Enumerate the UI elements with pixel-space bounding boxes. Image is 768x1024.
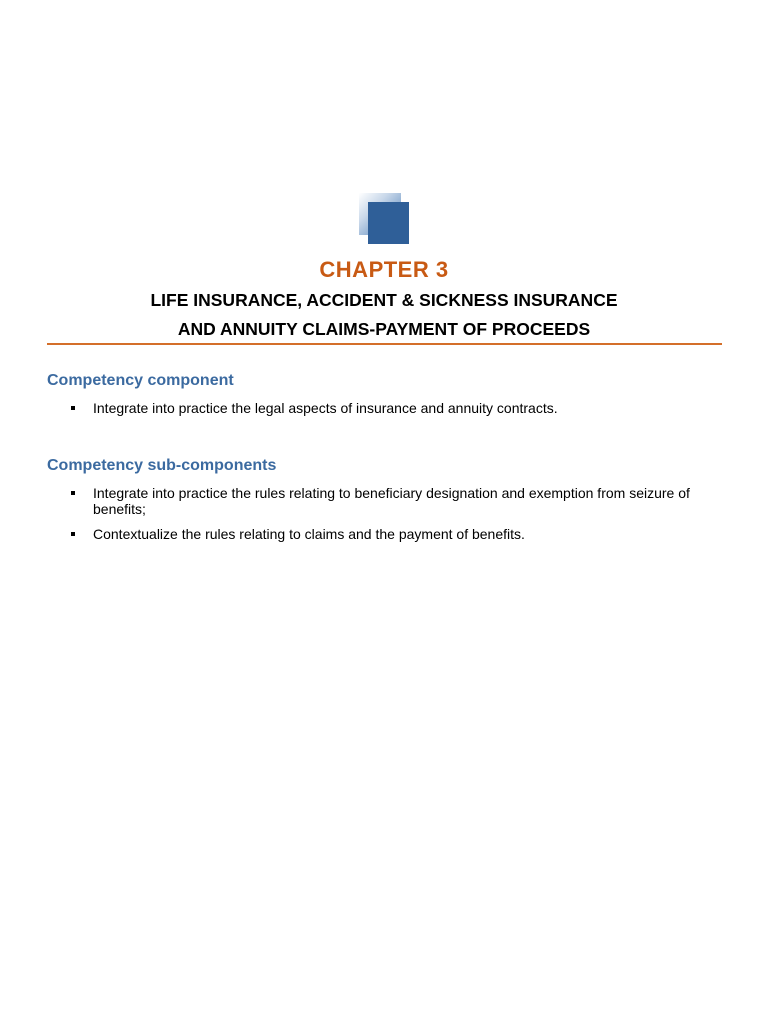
- list-item: [70, 526, 710, 542]
- square-bullet-icon: [71, 406, 75, 410]
- competency-sub-components-heading: Competency sub-components: [47, 457, 277, 474]
- list-item: [70, 400, 710, 416]
- list-item-text: Integrate into practice the rules relating to beneficiary designation and exemption from seizure of benefits;: [93, 485, 690, 517]
- chapter-number: CHAPTER 3: [319, 257, 449, 282]
- title-divider: [47, 343, 722, 345]
- competency-component-list: [70, 400, 710, 425]
- list-item-text: Contextualize the rules relating to claims and the payment of benefits.: [93, 526, 525, 542]
- chapter-title-line-1: LIFE INSURANCE, ACCIDENT & SICKNESS INSURANCE: [150, 290, 618, 310]
- chapter-title-line-2: AND ANNUITY CLAIMS-PAYMENT OF PROCEEDS: [177, 319, 591, 339]
- square-bullet-icon: [71, 532, 75, 536]
- logo-front-square: [368, 202, 409, 244]
- list-item-text: Integrate into practice the legal aspects of insurance and annuity contracts.: [93, 400, 558, 416]
- list-item: [70, 485, 710, 517]
- square-bullet-icon: [71, 491, 75, 495]
- competency-component-heading: Competency component: [47, 372, 234, 389]
- competency-sub-components-list: [70, 485, 710, 551]
- chapter-logo-icon: [359, 193, 411, 245]
